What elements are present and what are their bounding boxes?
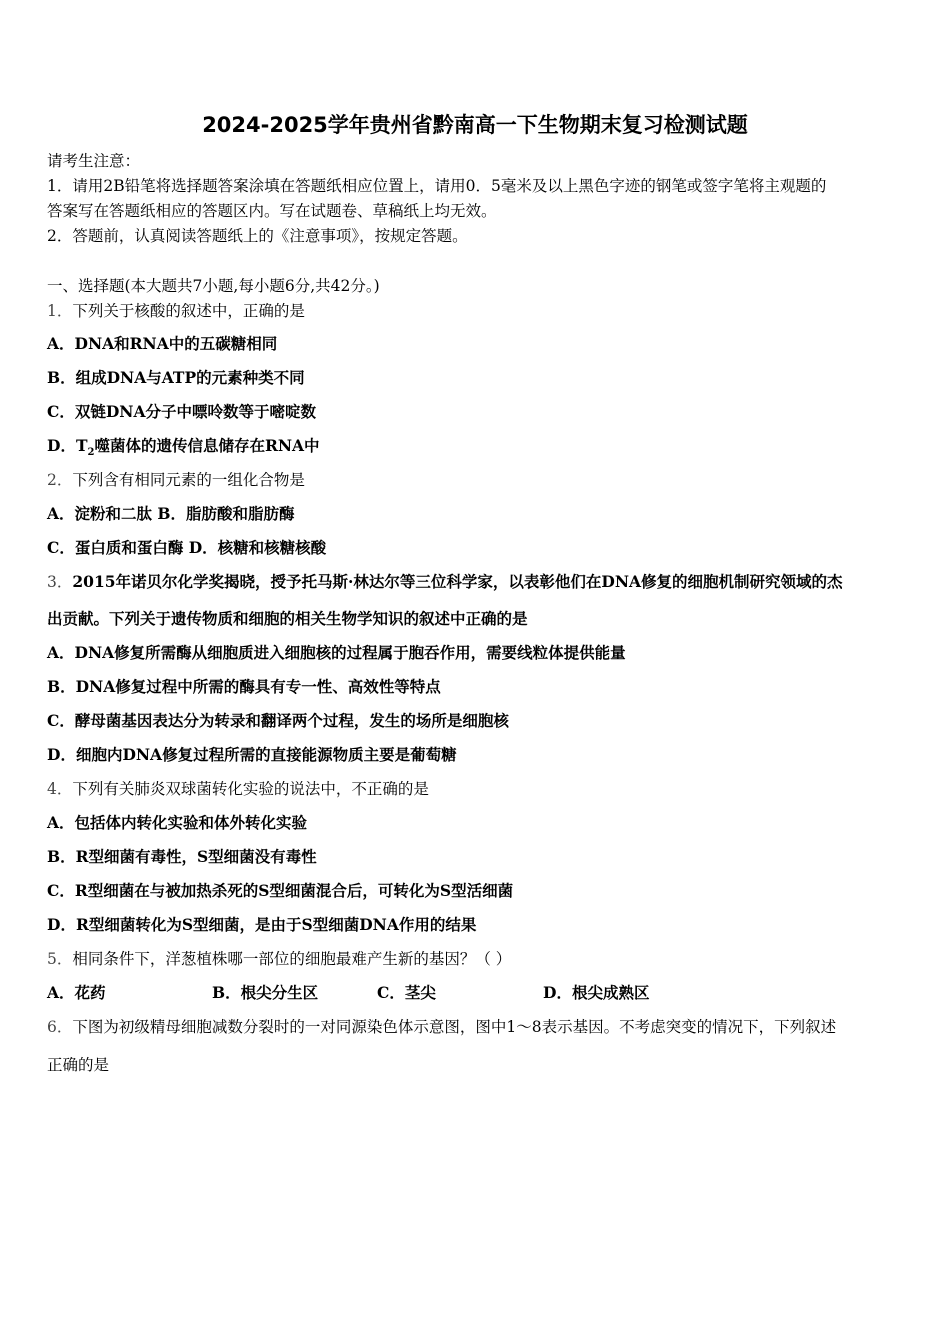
question-number: 6．	[47, 1018, 73, 1036]
q5-option-c: C．茎尖	[377, 983, 436, 1002]
option-text: D．T	[47, 436, 88, 455]
option-text: 噬菌体的遗传信息储存在RNA中	[94, 436, 320, 455]
q4-option-d: D．R型细菌转化为S型细菌，是由于S型细菌DNA作用的结果	[47, 915, 477, 934]
question-6-cont: 正确的是	[47, 1056, 110, 1074]
question-6	[47, 1017, 836, 1037]
question-number: 4．	[47, 780, 73, 798]
q2-options-ab: A．淀粉和二肽 B．脂肪酸和脂肪酶	[47, 504, 295, 523]
q2-options-cd: C．蛋白质和蛋白酶 D．核糖和核糖核酸	[47, 538, 327, 557]
notice-heading: 请考生注意：	[47, 152, 141, 170]
question-number: 1．	[47, 302, 73, 320]
q4-option-a: A．包括体内转化实验和体外转化实验	[47, 813, 308, 832]
question-1	[47, 301, 305, 321]
q1-option-a: A．DNA和RNA中的五碳糖相同	[47, 334, 278, 353]
question-2	[47, 470, 305, 490]
q5-option-b: B．根尖分生区	[212, 983, 319, 1002]
question-stem: 下列有关肺炎双球菌转化实验的说法中，不正确的是	[72, 780, 429, 798]
q3-option-b: B．DNA修复过程中所需的酶具有专一性、高效性等特点	[47, 677, 441, 696]
question-5	[47, 949, 511, 969]
q4-option-b: B．R型细菌有毒性，S型细菌没有毒性	[47, 847, 317, 866]
q1-option-c: C．双链DNA分子中嘌呤数等于嘧啶数	[47, 402, 316, 421]
q3-option-c: C．酵母菌基因表达分为转录和翻译两个过程，发生的场所是细胞核	[47, 711, 509, 730]
q3-option-d: D．细胞内DNA修复过程所需的直接能源物质主要是葡萄糖	[47, 745, 457, 764]
question-number: 3．	[47, 573, 73, 591]
notice-item-1-cont: 答案写在答题纸相应的答题区内。写在试题卷、草稿纸上均无效。	[47, 202, 497, 220]
notice-item-2: 2．答题前，认真阅读答题纸上的《注意事项》，按规定答题。	[47, 227, 468, 245]
q5-option-d: D．根尖成熟区	[543, 983, 650, 1002]
question-stem: 2015年诺贝尔化学奖揭晓，授予托马斯·林达尔等三位科学家，以表彰他们在DNA修复的细胞机制研究领域的杰	[72, 572, 843, 591]
q5-option-a: A．花药	[47, 983, 106, 1002]
subscript: 2	[87, 447, 95, 459]
page-title: 2024-2025学年贵州省黔南高一下生物期末复习检测试题	[202, 113, 748, 137]
question-3	[47, 572, 843, 592]
q4-option-c: C．R型细菌在与被加热杀死的S型细菌混合后，可转化为S型活细菌	[47, 881, 514, 900]
question-stem: 下图为初级精母细胞减数分裂时的一对同源染色体示意图，图中1～8表示基因。不考虑突变的情况下，下列叙述	[72, 1018, 837, 1036]
question-4	[47, 779, 429, 799]
question-stem: 下列含有相同元素的一组化合物是	[72, 471, 305, 489]
notice-item-1: 1．请用2B铅笔将选择题答案涂填在答题纸相应位置上，请用0．5毫米及以上黑色字迹的钢笔或签字笔将主观题的	[47, 177, 827, 195]
question-3-cont: 出贡献。下列关于遗传物质和细胞的相关生物学知识的叙述中正确的是	[47, 609, 528, 628]
question-stem: 相同条件下，洋葱植株哪一部位的细胞最难产生新的基因？（ ）	[72, 950, 512, 968]
q1-option-b: B．组成DNA与ATP的元素种类不同	[47, 368, 305, 387]
q1-option-d	[47, 436, 320, 463]
question-stem: 下列关于核酸的叙述中，正确的是	[72, 302, 305, 320]
section-heading: 一、选择题(本大题共7小题,每小题6分,共42分。)	[47, 277, 380, 295]
question-number: 5．	[47, 950, 73, 968]
q3-option-a: A．DNA修复所需酶从细胞质进入细胞核的过程属于胞吞作用，需要线粒体提供能量	[47, 643, 626, 662]
question-number: 2．	[47, 471, 73, 489]
